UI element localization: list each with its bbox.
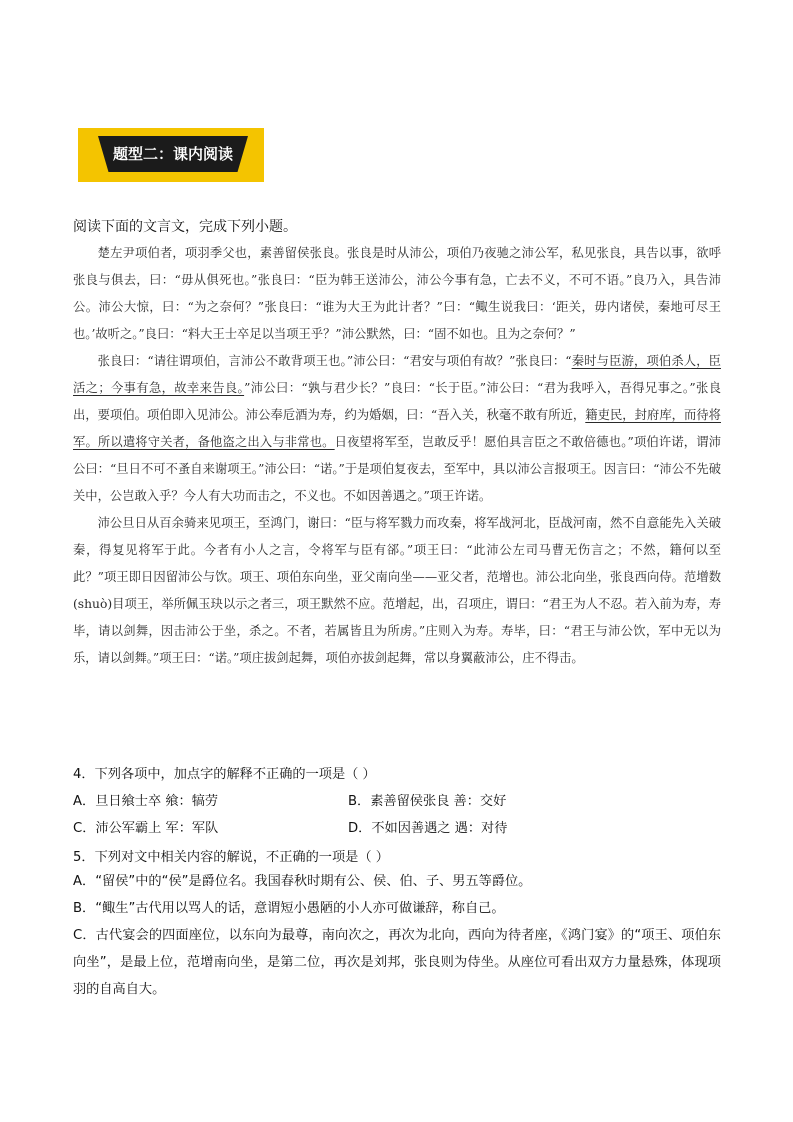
passage-text: 张良曰：“请往谓项伯，言沛公不敢背项王也。”沛公曰：“君安与项伯有故？”张良曰：“	[97, 354, 572, 368]
underlined-sentence-1: 秦时与臣游，项伯杀人，臣活之；今事有急，故幸来告良。	[73, 354, 721, 395]
underlined-sentence-2: 籍吏民，封府库，而待将军。所以遣将守关者，备他盗之出入与非常也。	[73, 408, 721, 449]
question-4-option-c: C．沛公军霸上 军：军队	[73, 821, 219, 836]
classical-passage	[73, 240, 721, 672]
passage-text: 日夜望将军至，岂敢反乎！愿伯具言臣之不敢倍德也。”项伯许诺，谓沛公曰：“旦日不可不蚤自来谢项王。”沛公曰：“诺。”于是项伯复夜去，至军中，具以沛公言报项王。因言曰：“沛公不先破关中，公岂敢入乎？今人有大功而击之，不义也。不如因善遇之。”项王许诺。	[73, 435, 721, 503]
question-4-option-d: D．不如因善遇之 遇：对待	[348, 821, 508, 836]
question-4-title: 4．下列各项中，加点字的解释不正确的一项是（ ）	[73, 767, 376, 782]
question-5-option-b: B．“鲰生”古代用以骂人的话，意谓短小愚陋的小人亦可做谦辞，称自己。	[73, 901, 505, 916]
question-4-option-b: B．素善留侯张良 善：交好	[348, 794, 507, 809]
section-title: 题型二：课内阅读	[112, 145, 233, 163]
passage-paragraph-3: 沛公旦日从百余骑来见项王，至鸿门，谢曰：“臣与将军戮力而攻秦，将军战河北，臣战河南，然不自意能先入关破秦，得复见将军于此。今者有小人之言，令将军与臣有郤。”项王曰：“此沛公左司马曹无伤言之；不然，籍何以至此？”项王即日因留沛公与饮。项王、项伯东向坐，亚父南向坐——亚父者，范增也。沛公北向坐，张良西向侍。范增数(shuò)目项王，举所佩玉玦以示之者三，项王默然不应。范增起，出，召项庄，谓曰：“君王为人不忍。若入前为寿，寿毕，请以剑舞，因击沛公于坐，杀之。不者，若属皆且为所虏。”庄则入为寿。寿毕，曰：“君王与沛公饮，军中无以为乐，请以剑舞。”项王曰：“诺。”项庄拔剑起舞，项伯亦拔剑起舞，常以身翼蔽沛公，庄不得击。	[73, 516, 721, 665]
section-badge	[78, 128, 268, 184]
passage-text: ”沛公曰：“孰与君少长？”良曰：“长于臣。”沛公曰：“君为我呼入，吾得兄事之。”张良出，要项伯。项伯即入见沛公。沛公奉卮酒为寿，约为婚姻，曰：“吾入关，秋毫不敢有所近，	[73, 381, 721, 422]
question-5-title: 5．下列对文中相关内容的解说，不正确的一项是（ ）	[73, 850, 389, 865]
instructions: 阅读下面的文言文，完成下列小题。	[73, 219, 297, 235]
question-4-option-a: A．旦日飨士卒 飨：犒劳	[73, 794, 219, 809]
question-5-option-c: C．古代宴会的四面座位，以东向为最尊，南向次之，再次为北向，西向为待者座，《鸿门宴》的“项王、项伯东向坐”，是最上位，范增南向坐，是第二位，再次是刘邦，张良则为侍坐。从座位可看出双方力量悬殊，体现项羽的自高自大。	[73, 928, 721, 997]
passage-paragraph-2	[73, 348, 721, 510]
passage-paragraph-1: 楚左尹项伯者，项羽季父也，素善留侯张良。张良是时从沛公，项伯乃夜驰之沛公军，私见张良，具告以事，欲呼张良与俱去，曰：“毋从俱死也。”张良曰：“臣为韩王送沛公，沛公今事有急，亡去不义，不可不语。”良乃入，具告沛公。沛公大惊，曰：“为之奈何？”张良曰：“谁为大王为此计者？”曰：“鲰生说我曰：‘距关，毋内诸侯，秦地可尽王也。’故听之。”良曰：“料大王士卒足以当项王乎？”沛公默然，曰：“固不如也。且为之奈何？”	[73, 246, 721, 341]
question-5-option-a: A．“留侯”中的“侯”是爵位名。我国春秋时期有公、侯、伯、子、男五等爵位。	[73, 874, 532, 889]
